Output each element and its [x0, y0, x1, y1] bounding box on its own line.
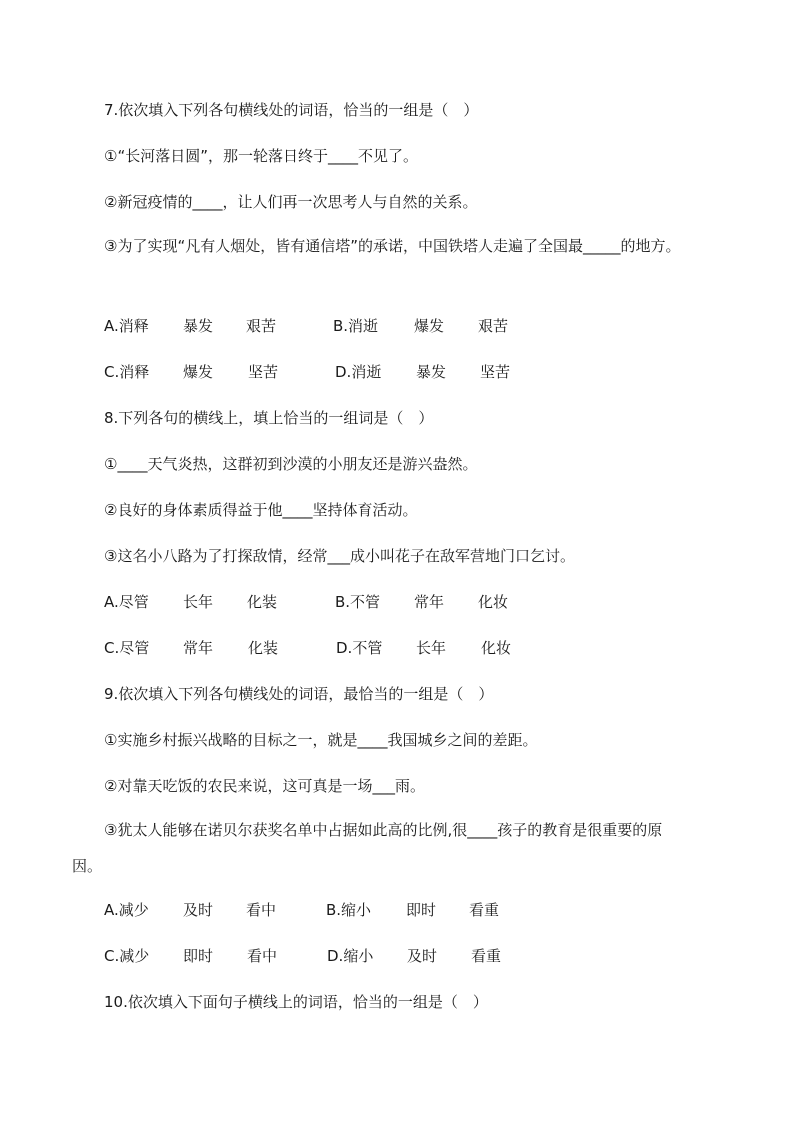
q10-stem: 10.依次填入下面句子横线上的词语，恰当的一组是（ ）: [104, 993, 488, 1011]
q9-option-d-word-3: 看重: [471, 947, 502, 965]
q9-option-b-label: B.缩小: [326, 901, 372, 919]
q9-option-c-word-2: 即时: [183, 947, 214, 965]
q8-option-c-word-2: 常年: [183, 639, 214, 657]
q8-sentence-1: ①____天气炎热，这群初到沙漠的小朋友还是游兴盎然。: [104, 455, 478, 473]
q8-stem: 8.下列各句的横线上，填上恰当的一组词是（ ）: [104, 409, 434, 427]
q7-option-a-word-3: 艰苦: [246, 317, 277, 335]
q7-option-c-label: C.消释: [104, 363, 150, 381]
q9-option-d-label: D.缩小: [327, 947, 374, 965]
q7-option-a-word-2: 暴发: [183, 317, 214, 335]
q7-option-b-label: B.消逝: [333, 317, 379, 335]
q8-option-d-word-2: 长年: [416, 639, 447, 657]
q8-option-a-label: A.尽管: [104, 593, 149, 611]
q8-option-b-word-3: 化妆: [478, 593, 509, 611]
q9-option-a-word-2: 及时: [183, 901, 214, 919]
q9-option-a-label: A.减少: [104, 901, 149, 919]
q8-sentence-2: ②良好的身体素质得益于他____坚持体育活动。: [104, 501, 418, 519]
q7-option-d-word-3: 坚苦: [480, 363, 511, 381]
q7-sentence-2: ②新冠疫情的____，让人们再一次思考人与自然的关系。: [104, 193, 478, 211]
q9-option-c-word-3: 看中: [247, 947, 278, 965]
q7-sentence-1: ①“长河落日圆”，那一轮落日终于____不见了。: [104, 147, 418, 165]
q8-option-b-label: B.不管: [335, 593, 381, 611]
q9-sentence-1: ①实施乡村振兴战略的目标之一，就是____我国城乡之间的差距。: [104, 731, 538, 749]
q8-option-a-word-2: 长年: [183, 593, 214, 611]
q8-option-c-label: C.尽管: [104, 639, 150, 657]
q7-stem: 7.依次填入下列各句横线处的词语，恰当的一组是（ ）: [104, 101, 479, 119]
q9-option-b-word-2: 即时: [406, 901, 437, 919]
q9-option-a-word-3: 看中: [246, 901, 277, 919]
q7-option-d-label: D.消逝: [335, 363, 382, 381]
q7-option-a-label: A.消释: [104, 317, 149, 335]
q8-option-b-word-2: 常年: [414, 593, 445, 611]
q7-option-c-word-2: 爆发: [183, 363, 214, 381]
q7-sentence-3: ③为了实现“凡有人烟处，皆有通信塔”的承诺，中国铁塔人走遍了全国最_____的地方。: [104, 237, 681, 255]
q8-option-d-word-3: 化妆: [481, 639, 512, 657]
q7-option-b-word-2: 爆发: [414, 317, 445, 335]
q9-stem: 9.依次填入下列各句横线处的词语，最恰当的一组是（ ）: [104, 685, 494, 703]
q9-option-c-label: C.减少: [104, 947, 150, 965]
q7-option-b-word-3: 艰苦: [478, 317, 509, 335]
q8-option-d-label: D.不管: [336, 639, 383, 657]
q8-sentence-3: ③这名小八路为了打探敌情，经常___成小叫花子在敌军营地门口乞讨。: [104, 547, 575, 565]
q8-option-c-word-3: 化装: [248, 639, 279, 657]
q9-sentence-2: ②对靠天吃饭的农民来说，这可真是一场___雨。: [104, 777, 425, 795]
q9-option-d-word-2: 及时: [407, 947, 438, 965]
q7-option-c-word-3: 坚苦: [248, 363, 279, 381]
q9-option-b-word-3: 看重: [469, 901, 500, 919]
q7-option-d-word-2: 暴发: [416, 363, 447, 381]
q9-sentence-3: ③犹太人能够在诺贝尔获奖名单中占据如此高的比例,很____孩子的教育是很重要的原因。: [72, 821, 663, 875]
q8-option-a-word-3: 化装: [247, 593, 278, 611]
